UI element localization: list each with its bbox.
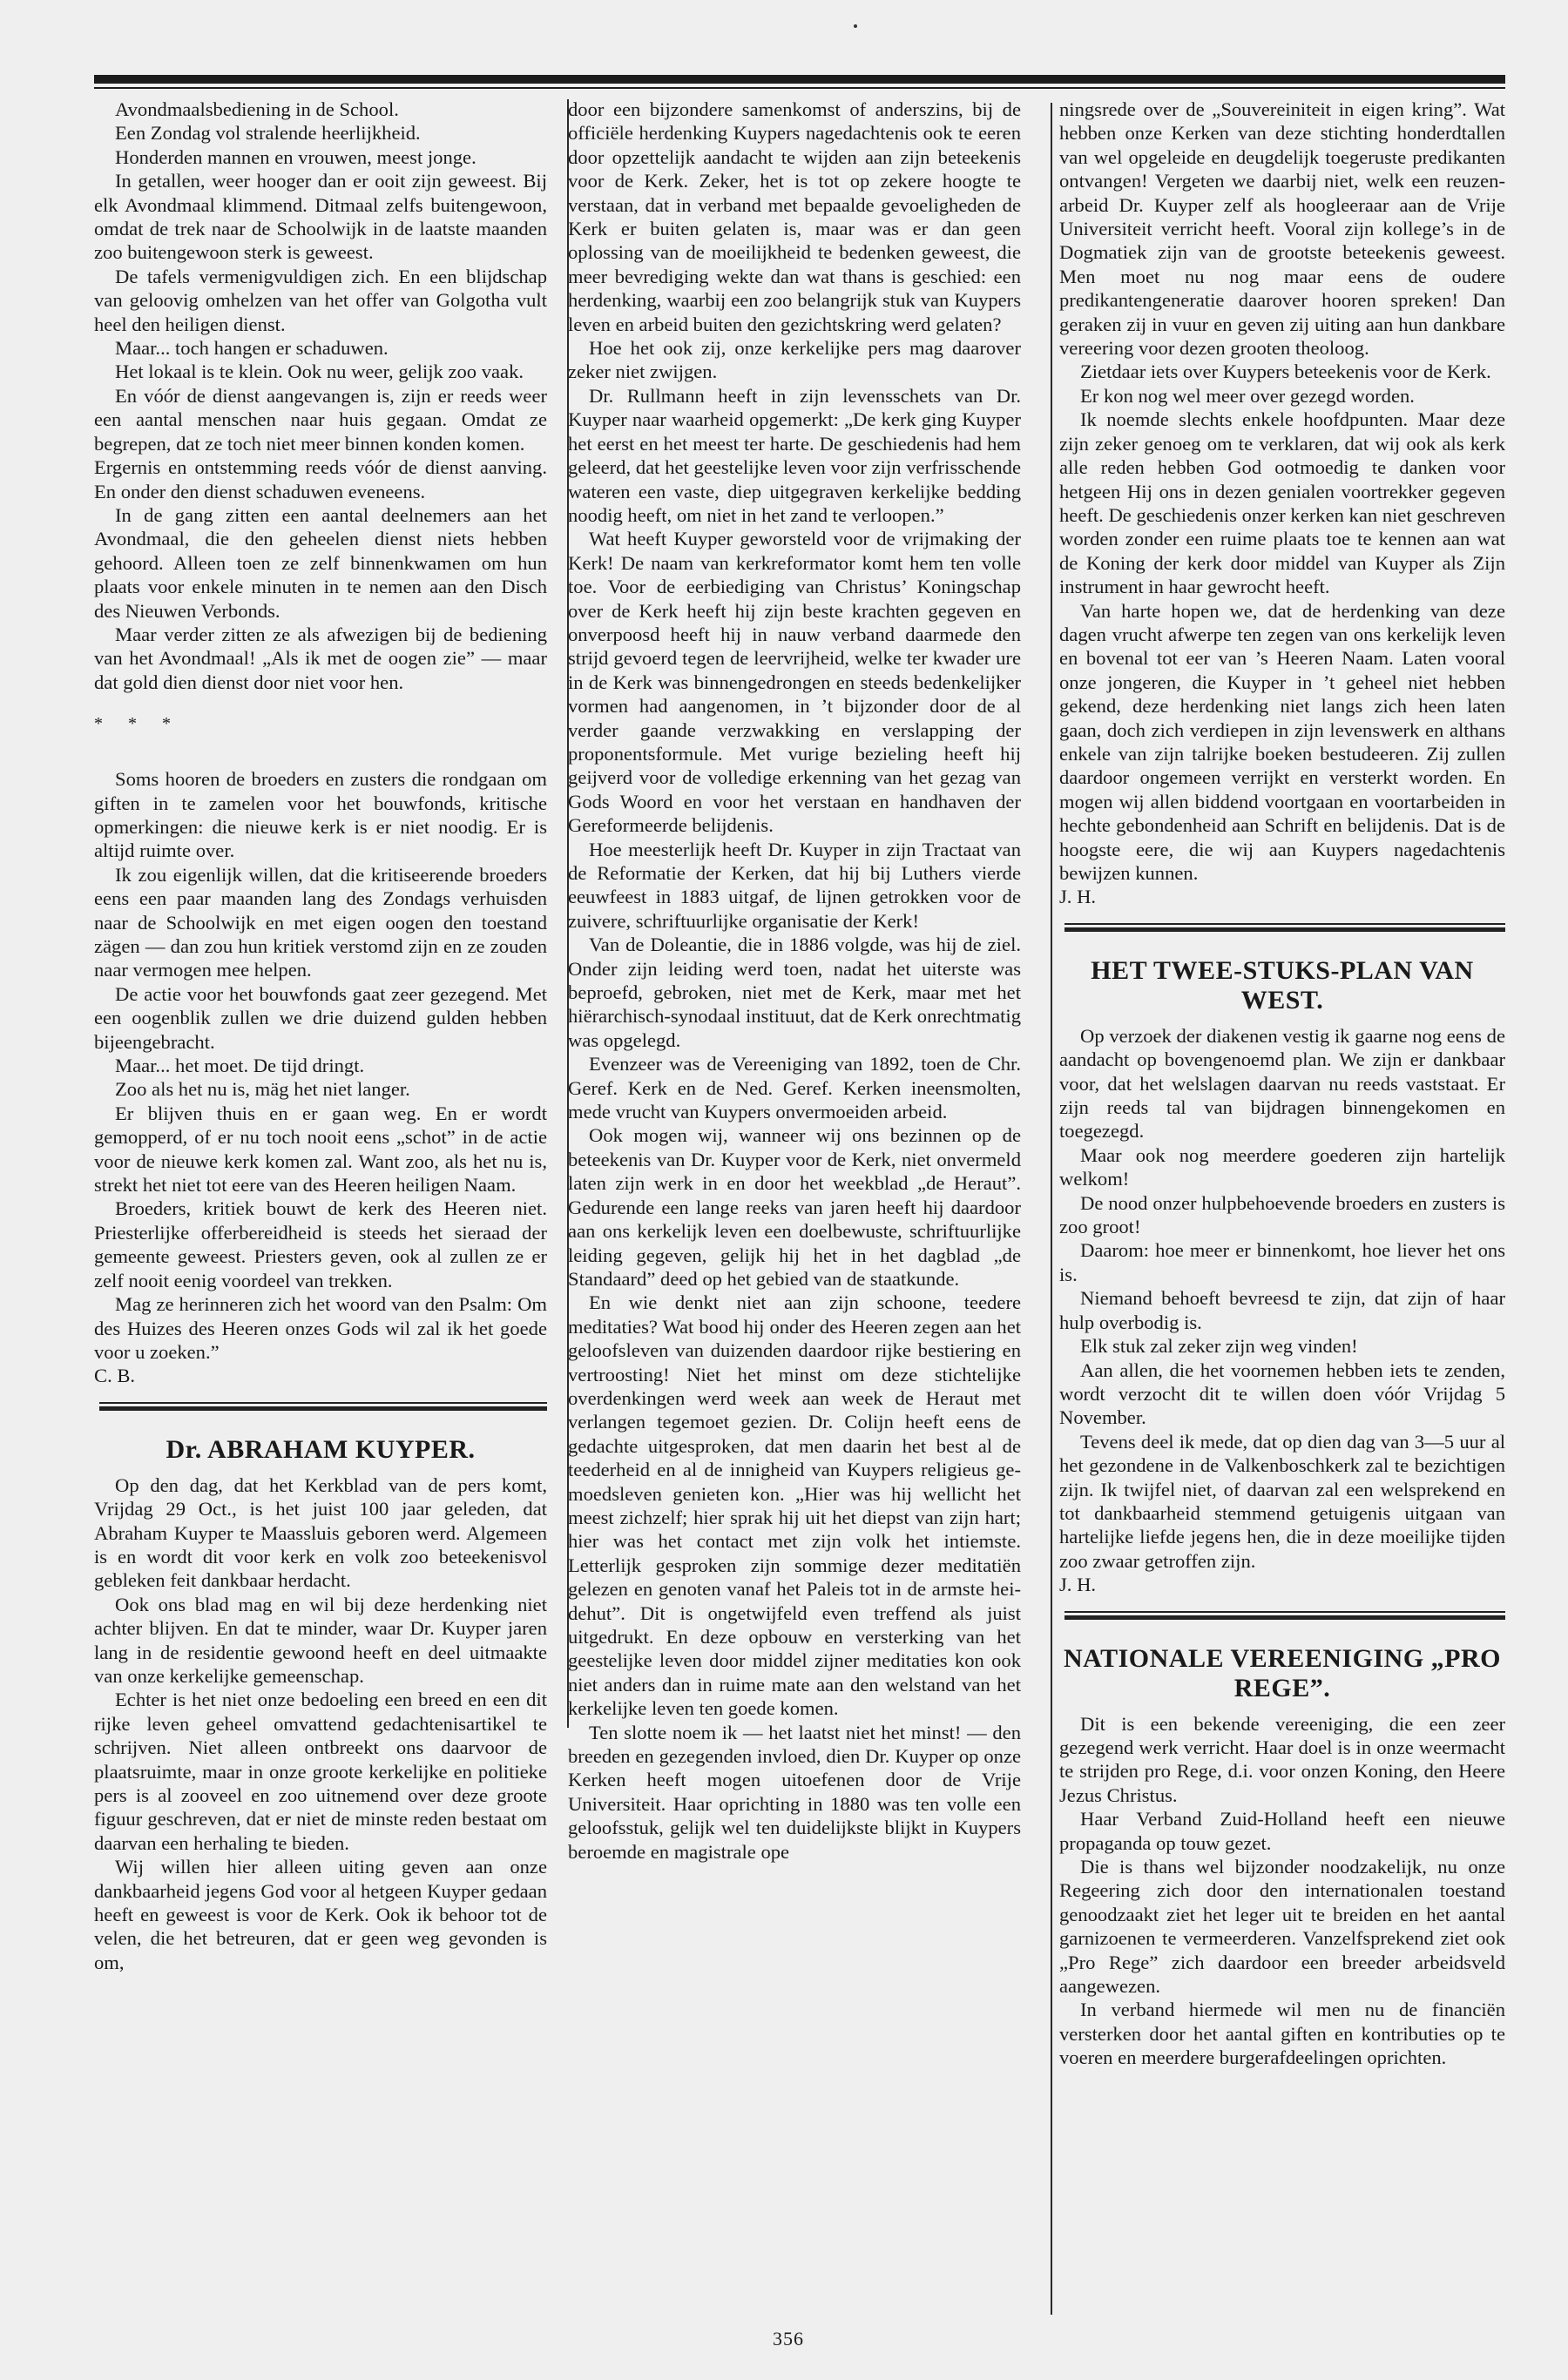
paragraph: Van de Doleantie, die in 1886 volgde, was hij de ziel. Onder zijn leiding werd toen, nadat het uiterste was beproefd, gebroken, niet met de Kerk, maar met het hiërarchisch-synodaal instituut, dat de Kerk onrechtmatig was opgelegd. (568, 934, 1021, 1051)
paragraph: Echter is het niet onze bedoeling een breed en een dit rijke leven geheel omvattend gedachtenisartikel te schrijven. Niet alleen ontbreekt ons daarvoor de plaatsruimte, maar in onze groote kerkelijke en politieke pers is al zooveel en zoo uitnemend over deze groote figuur geschreven, dat er niet de minste reden bestaat om daarvan een herhaling te bieden. (94, 1689, 547, 1854)
paragraph: Van harte hopen we, dat de herdenking van deze dagen vrucht afwerpe ten zegen van ons kerkelijk leven en bovenal tot eer van ’s Heeren Naam. Laten vooral onze jongeren, die Kuyper in ’t geheel niet hebben gekend, deze herdenking niet langs zich heen laten gaan, doch zich verdiepen in zijn levenswerk en althans enkele van zijn talrijke boeken bestudeeren. Zij zullen daardoor ongemeen verrijkt en versterkt worden. En mogen wij allen biddend voortgaan en voortarbeiden in hechte gebondenheid aan Schrift en belijdenis. Dat is de hoogste eere, die wij aan Kuypers nagedachtenis bewijzen kunnen. (1059, 599, 1505, 884)
paragraph: Broeders, kritiek bouwt de kerk des Heeren niet. Priesterlijke offerbereidheid is steeds het sieraad der gemeente geweest. Priesters geven, ook al zullen ze er zelf nooit eenig voordeel van trekken. (94, 1197, 547, 1291)
paragraph: Maar... toch hangen er schaduwen. (115, 337, 389, 360)
author-signature: J. H. (1059, 1574, 1097, 1596)
paragraph: Avondmaalsbediening in de School. (115, 98, 399, 120)
paragraph: ningsrede over de „Souvereiniteit in eigen kring”. Wat hebben onze Kerken van deze stichting honderdtallen van wel opgeleide en deugdelijk toegeruste predikanten ontvangen! Vergeten we daarbij niet, welk een reuzenarbeid Dr. Kuyper zelf als hoogleeraar aan de Vrije Universiteit verricht heeft. Vooral zijn kollege’s in de Dogmatiek zijn van de grootste beteekenis geweest. Men moet nu nog maar eens de oudere predikantengeneratie daarover hooren spreken! Dan geraken zij in vuur en geven zij uiting aan hun dankbare vereering voor dezen grooten theoloog. (1059, 98, 1505, 360)
paragraph: En wie denkt niet aan zijn schoone, teedere meditaties? Wat bood hij onder des Heeren zegen aan het geloofsleven van duizenden daardoor rijke bestiering en vertroosting! Niet het minst om deze stichtelijke overdenkingen werd week aan week de Heraut met verlangen tegemoet gezien. Dr. Colijn heeft eens de gedachte uitgesproken, dat men daarin het best al de teederheid en al de innigheid van Kuypers religieus gemoedsleven genieten kon. „Hier was hij wellicht het meest zichzelf; hier sprak hij uit het diepst van zijn hart; hier was het contact met zijn volk het intiemste. Letterlijk gesproken zijn sommige dezer meditatiën gelezen en genoten vanaf het Paleis tot in de armste heidehut”. Dit is ongetwijfeld even treffend als juist uitgedrukt. En deze opbouw en versterking van het geestelijke leven door middel zijner meditaties kon ook niet anders dan in ruime mate aan den welstand van het kerkelijke leven ten goede komen. (568, 1291, 1021, 1720)
header-rule (94, 75, 1505, 84)
column-2 (568, 98, 1021, 2327)
paragraph: Op verzoek der diakenen vestig ik gaarne nog eens de aandacht op bovengenoemd plan. We zijn er dankbaar voor, dat het welslagen daarvan nu reeds vaststaat. Er zijn reeds tal van bijdragen binnengekomen en toegezegd. (1059, 1024, 1505, 1143)
paragraph: Ook ons blad mag en wil bij deze herdenking niet achter blijven. En dat te minder, waar Dr. Kuyper jaren lang in de residentie gewoond heeft en deel uitmaakte van onze kerkelijke gemeenschap. (94, 1593, 547, 1687)
paragraph: De tafels vermenigvuldigen zich. En een blijdschap van geloovig omhelzen van het offer van Golgotha vult heel den heiligen dienst. (94, 265, 547, 335)
paragraph: Dr. Rullmann heeft in zijn levensschets van Dr. Kuyper naar waarheid opgemerkt: „De kerk ging Kuyper het eerst en het meest ter harte. De geschiedenis had hem geleerd, dat het geestelijke leven voor zijn verfrisschende wateren een vaste, diep uitgegraven kerkelijke bedding noodig heeft, om niet in het zand te verloopen.” (568, 384, 1021, 526)
paragraph: Elk stuk zal zeker zijn weg vinden! (1080, 1335, 1358, 1358)
header-rule-thin (94, 87, 1505, 89)
article-separator (1064, 923, 1505, 932)
author-signature: C. B. (94, 1365, 136, 1387)
paragraph: Tevens deel ik mede, dat op dien dag van 3—5 uur al het gezondene in de Valkenboschkerk zal te bezichtigen zijn. Ik twijfel niet, of daarvan zal een welsprekend en tot dankbaarheid stemmend getuigenis uitgaan van hartelijke liefde jegens hen, die in deze moeilijke tijden zoo zwaar getroffen zijn. (1059, 1430, 1505, 1572)
paragraph: Aan allen, die het voornemen hebben iets te zenden, wordt verzocht dit te willen doen vóór Vrijdag 5 November. (1059, 1359, 1505, 1429)
paragraph: Wij willen hier alleen uiting geven aan onze dankbaarheid jegens God voor al hetgeen Kuyper gedaan heeft en geweest is voor de Kerk. Ook ik behoor tot de velen, die het betreuren, dat er geen weg gevonden is om, (94, 1856, 547, 1973)
page-number: 356 (773, 2328, 804, 2350)
paragraph: Ten slotte noem ik — het laatst niet het minst! — den breeden en gezegenden invloed, dien Dr. Kuyper op onze Kerken heeft mogen uitoefenen door de Vrije Universiteit. Haar oprichting in 1880 was ten volle een geloofsstuk, gelijk wel ten duidelijkste blijkt in Kuypers beroemde en magistrale ope (568, 1721, 1021, 1863)
paragraph: Haar Verband Zuid-Holland heeft een nieuwe propaganda op touw gezet. (1059, 1808, 1505, 1854)
paragraph: En vóór de dienst aangevangen is, zijn er reeds weer een aantal menschen naar huis gegaan. Omdat ze begrepen, dat ze toch niet meer binnen konden komen. (94, 384, 547, 455)
article-title: NATIONALE VEREENIGING „PRO REGE”. (1064, 1643, 1501, 1702)
article-title: Dr. ABRAHAM KUYPER. (166, 1434, 476, 1464)
paragraph: Dit is een bekende vereeniging, die een zeer gezegend werk verricht. Haar doel is in onze weermacht te strijden pro Rege, d.i. voor onzen Koning, den Heere Jezus Christus. (1059, 1712, 1505, 1806)
west-article (1059, 956, 1505, 1597)
pro-rege-article (1059, 1644, 1505, 2070)
paragraph: Op den dag, dat het Kerkblad van de pers komt, Vrijdag 29 Oct., is het juist 100 jaar geleden, dat Abraham Kuyper te Maassluis geboren werd. Algemeen is en wordt dit voor kerk en volk zoo beteekenisvol gebleken feit dankbaar herdacht. (94, 1473, 547, 1592)
page-columns (94, 98, 1505, 2327)
column-1 (94, 98, 547, 2327)
paragraph: Zietdaar iets over Kuypers beteekenis voor de Kerk. (1080, 361, 1491, 383)
paragraph: Maar ook nog meerdere goederen zijn hartelijk welkom! (1059, 1143, 1505, 1190)
paragraph: Soms hooren de broeders en zusters die rondgaan om giften in te zamelen voor het bouwfonds, kritische opmerkingen: die nieuwe kerk is er niet noodig. Er is altijd ruimte over. (94, 768, 547, 862)
paragraph: In de gang zitten een aantal deelnemers aan het Avondmaal, die den geheelen dienst niets hebben gehoord. Alleen toen ze zelf binnenkwamen om hun plaats voor enkele minuten in te nemen aan den Disch des Nieuwen Verbonds. (94, 503, 547, 622)
paragraph: Er blijven thuis en er gaan weg. En er wordt gemopperd, of er nu toch nooit eens „schot” in de actie voor de nieuwe kerk komen zal. Want zoo, als het nu is, strekt het niet tot eere van des Heeren heiligen Naam. (94, 1102, 547, 1197)
paragraph: De actie voor het bouwfonds gaat zeer gezegend. Met een oogenblik zullen we drie duizend gulden hebben bijeengebracht. (94, 982, 547, 1053)
column-separator (1051, 103, 1052, 2315)
bouwfonds-section (94, 767, 547, 1388)
paragraph: Ook mogen wij, wanneer wij ons bezinnen op de beteekenis van Dr. Kuyper voor de Kerk, niet onvermeld laten zijn werk in en door het weekblad „de Heraut”. Gedurende een lange reeks van jaren heeft hij daardoor aan ons kerkelijk leven een doelbewuste, schriftuurlijke leiding gegeven, gelijk hij het in het dagblad „de Standaard” deed op het gebied van de staatkunde. (568, 1124, 1021, 1290)
column-3 (1059, 98, 1505, 2327)
article-separator (99, 1402, 547, 1411)
paragraph: Maar verder zitten ze als afwezigen bij de bediening van het Avondmaal! „Als ik met de oogen zie” — maar dat gold dien dienst door niet voor hen. (94, 623, 547, 693)
paragraph: Een Zondag vol stralende heerlijkheid. (115, 122, 421, 145)
paragraph: Wat heeft Kuyper geworsteld voor de vrijmaking der Kerk! De naam van kerkreformator komt hem ten volle toe. Voor de eerbiediging van Christus’ Koningschap over de Kerk heeft hij zijn beste krachten gegeven en onverpoosd heeft hij in nauw verband daarmede den strijd gevoerd tegen de leervrijheid, welke ter kwader ure in de Kerk was binnengedrongen en steeds bedenkelijker vormen had aangenomen, in ’t bijzonder door de al verder gaande verzwakking en verslapping der proponentsformule. Met vurige bezieling heeft hij geijverd voor de volledige erkenning van het gezag van Gods Woord en voor het verstaan en handhaven der Gereformeerde belijdenis. (568, 528, 1021, 837)
article-separator (1064, 1611, 1505, 1620)
article-title: HET TWEE-STUKS-PLAN VAN WEST. (1091, 955, 1474, 1015)
paragraph: Niemand behoeft bevreesd te zijn, dat zijn of haar hulp overbodig is. (1059, 1287, 1505, 1333)
kuyper-continuation (1059, 98, 1505, 909)
paragraph: Zoo als het nu is, mäg het niet langer. (115, 1078, 410, 1101)
paragraph: Mag ze herinneren zich het woord van den Psalm: Om des Huizes des Heeren onzes Gods wil zal ik het goede voor u zoeken.” (94, 1293, 547, 1363)
kuyper-article (94, 1435, 547, 1975)
top-dot (854, 24, 857, 28)
paragraph: Ik noemde slechts enkele hoofdpunten. Maar deze zijn zeker genoeg om te verklaren, dat wij ook als kerk alle reden hebben God ootmoedig te danken voor hetgeen Hij ons in dezen genialen voortrekker gegeven heeft. De geschiedenis onzer kerken kan niet geschreven worden zonder een ruime plaats toe te kennen aan wat de Koning der kerk door middel van Kuyper als Zijn instrument in haar gewrocht heeft. (1059, 408, 1505, 598)
section-divider-stars: * * * (94, 714, 181, 734)
paragraph: Het lokaal is te klein. Ook nu weer, gelijk zoo vaak. (115, 361, 524, 383)
paragraph: Ergernis en ontstemming reeds vóór de dienst aanving. En onder den dienst schaduwen eveneens. (94, 456, 547, 502)
paragraph: door een bijzondere samenkomst of anderszins, bij de officiële herdenking Kuypers nagedachtenis ook te eeren door opzettelijk aandacht te wijden aan zijn beteekenis voor de Kerk. Zeker, het is tot op zekere hoogte te verstaan, dat in verband met bepaalde gevoeligheden de Kerk er buiten gelaten is, maar was er dan geen oplossing van de moeilijkheid te bedenken geweest, die meer bevrediging wekte dan wat thans is geschied: een herdenking, waarbij een zoo belangrijk stuk van Kuypers leven en arbeid buiten den gezichtskring werd gelaten? (568, 98, 1021, 335)
paragraph: Hoe het ook zij, onze kerkelijke pers mag daarover zeker niet zwijgen. (568, 337, 1021, 383)
paragraph: Die is thans wel bijzonder noodzakelijk, nu onze Regeering zich door den internationalen toestand genoodzaakt ziet het leger uit te breiden en het aantal garnizoenen te vermeerderen. Vanzelfsprekend ziet ook „Pro Rege” zich daardoor een breeder arbeidsveld aangewezen. (1059, 1856, 1505, 1998)
paragraph: In getallen, weer hooger dan er ooit zijn geweest. Bij elk Avondmaal klimmend. Ditmaal zelfs buitengewoon, omdat de trek naar de Schoolwijk in de laatste maanden zoo buitengewoon sterk is geweest. (94, 170, 547, 264)
paragraph: Er kon nog wel meer over gezegd worden. (1080, 384, 1415, 407)
avondmaal-section (94, 98, 547, 694)
paragraph: Ik zou eigenlijk willen, dat die kritiseerende broeders eens een paar maanden lang des Zondags verhuisden naar de Schoolwijk en met eigen oogen den toestand zägen — dan zou hun kritiek verstomd zijn en ze zouden naar vermogen mee helpen. (94, 863, 547, 981)
paragraph: Honderden mannen en vrouwen, meest jonge. (115, 145, 476, 168)
paragraph: In verband hiermede wil men nu de financiën versterken door het aantal giften en kontributies op te voeren en meerdere burgerafdeelingen oprichten. (1059, 1999, 1505, 2069)
paragraph: De nood onzer hulpbehoevende broeders en zusters is zoo groot! (1059, 1191, 1505, 1238)
paragraph: Hoe meesterlijk heeft Dr. Kuyper in zijn Tractaat van de Reformatie der Kerken, dat hij bij Luthers vierde eeuwfeest in 1883 uitgaf, de lijnen getrokken voor de zuivere, schriftuurlijke organisatie der Kerk! (568, 838, 1021, 932)
author-signature: J. H. (1059, 886, 1097, 908)
paragraph: Evenzeer was de Vereeniging van 1892, toen de Chr. Geref. Kerk en de Ned. Geref. Kerken ineensmolten, mede vrucht van Kuypers onvermoeiden arbeid. (568, 1053, 1021, 1123)
paragraph: Daarom: hoe meer er binnenkomt, hoe liever het ons is. (1059, 1239, 1505, 1285)
paragraph: Maar... het moet. De tijd dringt. (115, 1055, 365, 1077)
